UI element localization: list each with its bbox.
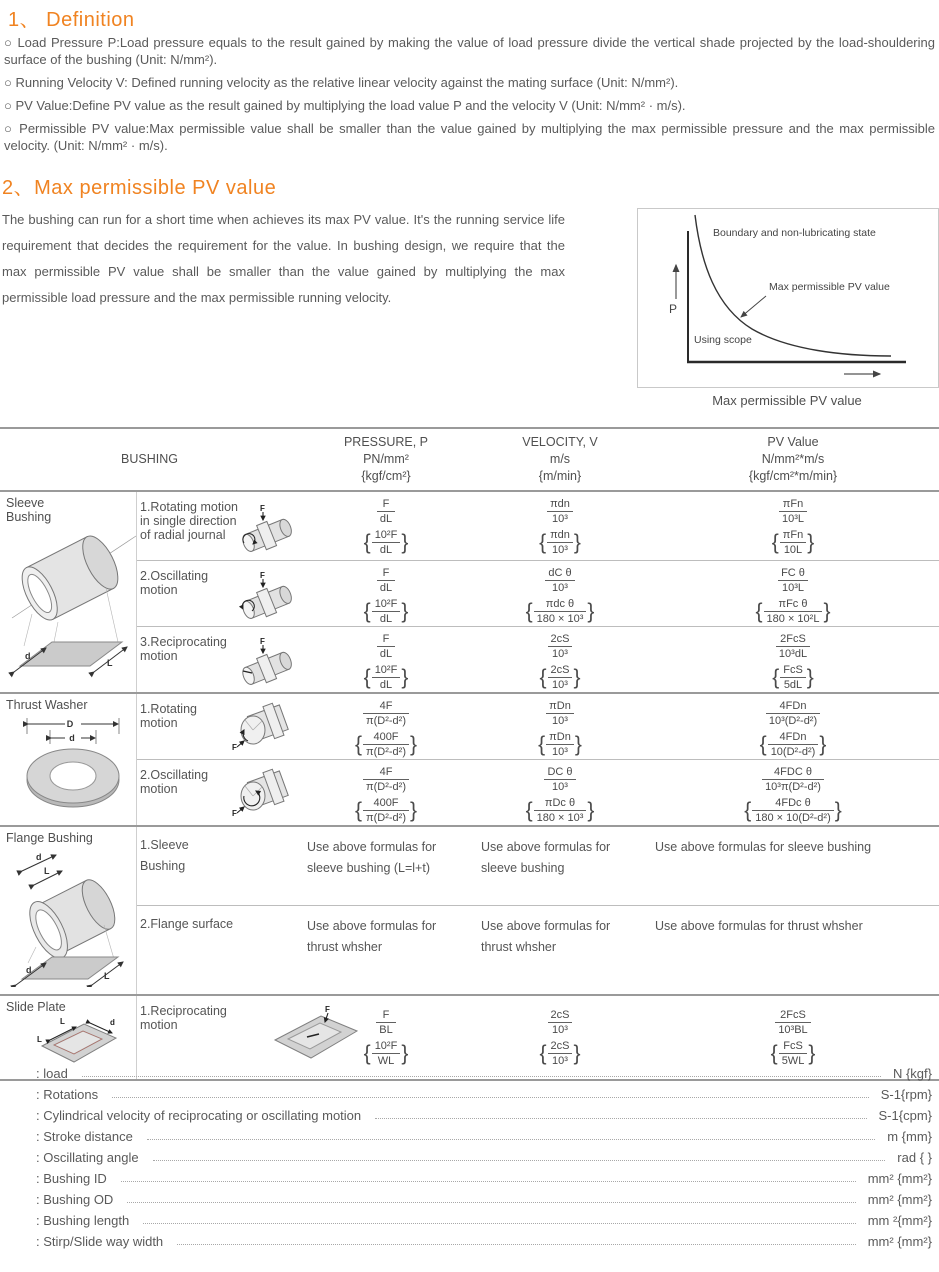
dim-d-label: d <box>69 733 75 743</box>
legend-label: : Bushing length <box>36 1213 130 1228</box>
bullet-load-pressure: ○ Load Pressure P:Load pressure equals to the result gained by making the value of load pressure divide the vertical shade projected by the load-shouldering surface of the bushing (Unit: N/mm²). <box>4 35 935 67</box>
flange-bushing-cell <box>0 827 137 994</box>
legend-label: : Bushing OD <box>36 1192 114 1207</box>
motion-cell <box>137 627 299 692</box>
motion-cell <box>137 760 299 825</box>
force-F-label: F <box>325 1005 330 1014</box>
legend-unit: m {mm} <box>887 1129 932 1144</box>
section2-heading: 2、Max permissible PV value <box>2 177 277 199</box>
sleeve-bushing-drawing <box>6 526 140 684</box>
pv-chart <box>637 208 939 388</box>
pressure-cell: $\frac{4F}{\text{π(D²-d²)}}$ { $\frac{400F}{\text{π(D²-d²)}}$ } <box>299 760 473 825</box>
header-bushing-label: BUSHING <box>121 452 178 466</box>
list-item <box>36 1228 932 1249</box>
oscillating-motion-icon <box>239 569 297 621</box>
dim-d-bottom-label: d <box>26 965 32 975</box>
dotted-leader <box>177 1244 856 1245</box>
legend-label: : load <box>36 1066 68 1081</box>
motion-label: 1.Sleeve Bushing <box>140 838 189 873</box>
chart-caption: Max permissible PV value <box>712 393 862 408</box>
dotted-leader <box>153 1160 886 1161</box>
header-pv <box>647 429 939 490</box>
header-pressure <box>299 429 473 490</box>
dim-L-label: L <box>107 658 113 668</box>
pv-cell: Use above formulas for sleeve bushing <box>655 840 872 854</box>
definition-bullets <box>4 34 935 160</box>
bushing-type-label: Thrust Washer <box>6 698 88 712</box>
chart-ylabel: P <box>668 302 678 316</box>
bushing-type-label: Sleeve Bushing <box>6 496 52 524</box>
thrust-washer-drawing <box>6 714 140 810</box>
dim-D-label: D <box>66 719 74 729</box>
dim-d-label: d <box>25 651 31 661</box>
velocity-cell: Use above formulas for thrust whsher <box>481 919 611 954</box>
flange-rows <box>137 827 939 994</box>
sleeve-bushing-cell <box>0 492 137 692</box>
legend-label: : Stroke distance <box>36 1129 133 1144</box>
pv-curve-figure <box>638 209 938 387</box>
velocity-cell: $\frac{2cS}{\text{10³}}$ { $\frac{2cS}{\text{10³}}$ } <box>473 627 647 692</box>
table-header <box>0 429 939 492</box>
header-pv-title: PV Value <box>767 435 819 449</box>
dotted-leader <box>143 1223 855 1224</box>
bushing-type-label: Flange Bushing <box>6 831 93 845</box>
table-row <box>137 694 939 759</box>
motion-label: 1.Rotating motion in single direction of radial journal <box>140 500 238 542</box>
group-flange-bushing <box>0 827 939 996</box>
force-F-label: F <box>232 809 237 818</box>
list-item <box>36 1207 932 1228</box>
bullet-permissible-pv: ○ Permissible PV value:Max permissible value shall be smaller than the value gained by multiplying the max permissible pressure and the max permissible velocity. (Unit: N/mm² · m/s). <box>4 121 935 153</box>
motion-label: 2.Flange surface <box>140 917 234 931</box>
legend-unit: mm² {mm²} <box>867 1192 932 1207</box>
pv-cell: $\frac{\text{2FcS}}{\text{10³BL}}$ { $\frac{\text{FcS}}{5WL}$ } <box>647 996 939 1069</box>
dim-L-bottom-label: L <box>104 971 110 981</box>
header-bushing <box>0 429 299 490</box>
force-F-label: F <box>260 504 265 513</box>
header-pressure-title: PRESSURE, P <box>343 435 429 449</box>
header-pv-alt-unit: {kgf/cm²*m/min} <box>748 469 838 483</box>
pv-cell: Use above formulas for thrust whsher <box>655 919 863 933</box>
motion-label: 2.Oscillating motion <box>140 768 209 796</box>
thrust-rows <box>137 694 939 825</box>
header-pressure-unit: PN/mm² <box>363 452 409 466</box>
motion-label: 1.Rotating motion <box>140 702 197 730</box>
reciprocating-motion-icon <box>267 1004 359 1064</box>
velocity-cell: Use above formulas for sleeve bushing <box>481 840 611 875</box>
symbol-legend <box>36 1060 932 1249</box>
rotating-motion-icon <box>231 698 295 752</box>
annotation-arrow-icon <box>741 296 766 317</box>
legend-label: : Bushing ID <box>36 1171 107 1186</box>
header-velocity <box>473 429 647 490</box>
motion-cell <box>137 492 299 560</box>
pressure-cell: Use above formulas for thrust whsher <box>307 919 437 954</box>
pressure-cell: $\frac{F}{dL}$ { $\frac{\text{10²F}}{dL}$ } <box>299 492 473 560</box>
velocity-cell: $\frac{\text{DC θ}}{\text{10³}}$ { $\frac{\text{πDc θ}}{\text{180 × 10³}}$ } <box>473 760 647 825</box>
legend-unit: S-1{rpm} <box>880 1087 932 1102</box>
dotted-leader <box>82 1076 881 1077</box>
pv-cell: $\frac{\text{4FDC θ}}{\text{10³π(D²-d²)}}$ { $\frac{\text{4FDc θ}}{\text{180 × 10(D²-d²)}}$ } <box>647 760 939 825</box>
header-velocity-title: VELOCITY, V <box>522 435 598 449</box>
pv-cell: $\frac{\text{4FDn}}{\text{10³(D²-d²)}}$ { $\frac{\text{4FDn}}{\text{10(D²-d²)}}$ } <box>647 694 939 759</box>
velocity-cell: $\frac{\text{πdn}}{\text{10³}}$ { $\frac{\text{πdn}}{\text{10³}}$ } <box>473 492 647 560</box>
dotted-leader <box>121 1181 856 1182</box>
legend-unit: mm ²{mm²} <box>867 1213 932 1228</box>
dotted-leader <box>147 1139 875 1140</box>
boundary-state-label: Boundary and non-lubricating state <box>713 227 876 239</box>
pressure-cell: $\frac{4F}{\text{π(D²-d²)}}$ { $\frac{400F}{\text{π(D²-d²)}}$ } <box>299 694 473 759</box>
oscillating-motion-icon <box>231 764 295 818</box>
motion-label: 1.Reciprocating motion <box>140 1004 227 1032</box>
sleeve-rows <box>137 492 939 692</box>
reciprocating-motion-icon <box>239 635 297 687</box>
formula-table <box>0 427 939 1081</box>
legend-unit: S-1{cpm} <box>878 1108 932 1123</box>
group-thrust-washer <box>0 694 939 827</box>
header-pv-unit: N/mm²*m/s <box>761 452 825 466</box>
list-item <box>36 1102 932 1123</box>
list-item <box>36 1123 932 1144</box>
bullet-running-velocity: ○ Running Velocity V: Defined running velocity as the relative linear velocity against the mating surface (Unit: N/mm²). <box>4 75 679 90</box>
max-pv-label: Max permissible PV value <box>769 281 890 293</box>
table-row <box>137 492 939 560</box>
bushing-type-label: Slide Plate <box>6 1000 66 1014</box>
header-pressure-alt-unit: {kgf/cm²} <box>361 469 411 483</box>
dotted-leader <box>112 1097 869 1098</box>
force-F-label: F <box>260 637 265 646</box>
velocity-cell: $\frac{\text{dC θ}}{\text{10³}}$ { $\frac{\text{πdc θ}}{\text{180 × 10³}}$ } <box>473 561 647 626</box>
legend-label: : Rotations <box>36 1087 99 1102</box>
motion-cell <box>137 827 299 905</box>
table-row <box>137 759 939 825</box>
legend-unit: mm² {mm²} <box>867 1234 932 1249</box>
legend-label: : Oscillating angle <box>36 1150 139 1165</box>
motion-cell <box>137 906 299 985</box>
list-item <box>36 1144 932 1165</box>
list-item <box>36 1165 932 1186</box>
motion-cell <box>137 561 299 626</box>
motion-cell <box>137 694 299 759</box>
bullet-pv-value: ○ PV Value:Define PV value as the result gained by multiplying the load value P and the velocity V (Unit: N/mm² · m/s). <box>4 98 686 113</box>
legend-unit: rad { } <box>897 1150 932 1165</box>
dotted-leader <box>375 1118 866 1119</box>
motion-label: 2.Oscillating motion <box>140 569 209 597</box>
table-row <box>137 996 939 1069</box>
pressure-cell: Use above formulas for sleeve bushing (L=l+t) <box>307 840 437 875</box>
legend-label: : Stirp/Slide way width <box>36 1234 164 1249</box>
velocity-cell: $\frac{\text{πDn}}{\text{10³}}$ { $\frac{\text{πDn}}{\text{10³}}$ } <box>473 694 647 759</box>
pv-cell: $\frac{\text{FC θ}}{\text{10³L}}$ { $\frac{\text{πFc θ}}{\text{180 × 10²L}}$ } <box>647 561 939 626</box>
section1-heading: 1、 Definition <box>8 9 135 31</box>
dim-d-top-label: d <box>36 852 42 862</box>
pressure-cell: $\frac{F}{dL}$ { $\frac{\text{10²F}}{dL}$ } <box>299 561 473 626</box>
list-item <box>36 1186 932 1207</box>
dim-d-label: d <box>110 1018 115 1027</box>
list-item <box>36 1081 932 1102</box>
group-sleeve-bushing <box>0 492 939 694</box>
list-item <box>36 1060 932 1081</box>
legend-label: : Cylindrical velocity of reciprocating or oscillating motion <box>36 1108 362 1123</box>
dim-L-top-label: L <box>44 866 50 876</box>
table-row <box>137 827 939 905</box>
motion-label: 3.Reciprocating motion <box>140 635 227 663</box>
pv-cell: $\frac{\text{πFn}}{\text{10³L}}$ { $\frac{\text{πFn}}{10L}$ } <box>647 492 939 560</box>
table-row <box>137 905 939 985</box>
dim-L2-label: L <box>37 1035 42 1044</box>
motion-cell <box>137 996 330 1069</box>
dotted-leader <box>127 1202 855 1203</box>
force-F-label: F <box>232 743 237 752</box>
legend-unit: N {kgf} <box>892 1066 932 1081</box>
pv-cell: $\frac{\text{2FcS}}{\text{10³dL}}$ { $\frac{\text{FcS}}{5dL}$ } <box>647 627 939 692</box>
velocity-cell: $\frac{2cS}{\text{10³}}$ { $\frac{2cS}{\text{10³}}$ } <box>473 996 647 1069</box>
pressure-cell: $\frac{F}{dL}$ { $\frac{\text{10²F}}{dL}$ } <box>299 627 473 692</box>
legend-unit: mm² {mm²} <box>867 1171 932 1186</box>
pressure-cell: $\frac{F}{BL}$ { $\frac{\text{10²F}}{WL}$ } <box>299 996 473 1069</box>
table-row <box>137 626 939 692</box>
dim-L1-label: L <box>60 1017 65 1026</box>
header-velocity-alt-unit: {m/min} <box>538 469 582 483</box>
rotating-motion-icon <box>239 502 297 554</box>
thrust-washer-cell <box>0 694 137 825</box>
table-row <box>137 560 939 626</box>
section2-paragraph: The bushing can run for a short time when achieves its max PV value. It's the running service life requirement that decides the requirement for the value. In bushing design, we require that the max permissible PV value shall be smaller than the value gained by multiplying the max permissible load pressure and the max permissible running velocity. <box>2 212 565 305</box>
flange-bushing-drawing <box>6 847 140 987</box>
using-scope-label: Using scope <box>694 334 752 346</box>
force-F-label: F <box>260 571 265 580</box>
header-velocity-unit: m/s <box>549 452 571 466</box>
